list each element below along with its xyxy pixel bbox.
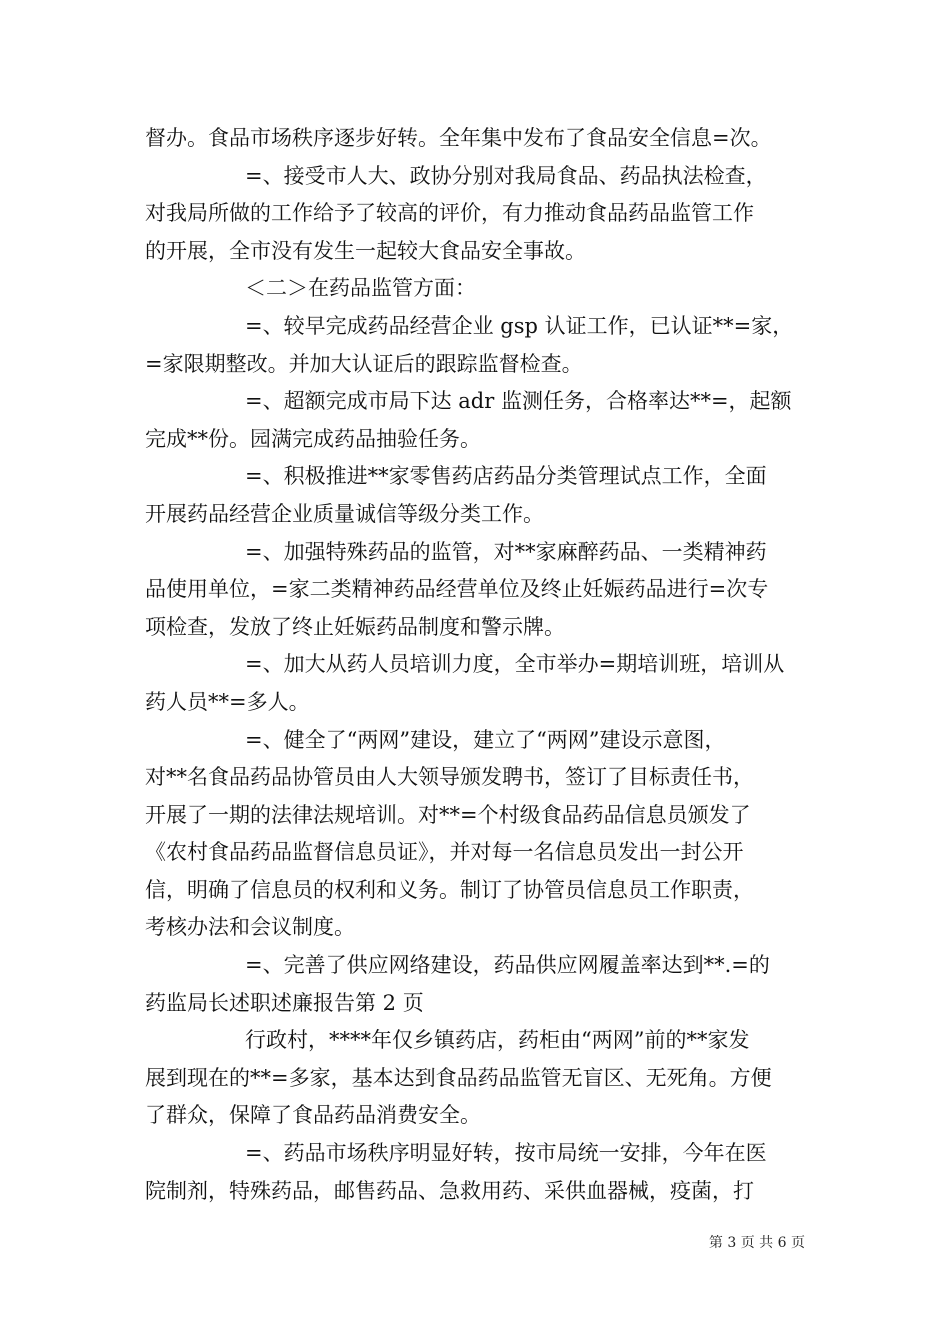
text-line: =、超额完成市局下达 adr 监测任务，合格率达**=，起额 <box>245 389 792 414</box>
text-line: =、较早完成药品经营企业 gsp 认证工作，已认证**=家， <box>245 313 794 338</box>
text-line: 的开展，全市没有发生一起较大食品安全事故。 <box>145 238 586 263</box>
text-line: =、药品市场秩序明显好转，按市局统一安排，今年在医 <box>245 1141 767 1166</box>
text-line: 信，明确了信息员的权利和义务。制订了协管员信息员工作职责， <box>145 877 754 902</box>
text-line: ＜二＞在药品监管方面： <box>245 276 476 301</box>
text-line: 行政村，****年仅乡镇药店，药柜由“两网”前的**家发 <box>245 1028 750 1053</box>
text-line: 院制剂，特殊药品，邮售药品、急救用药、采供血器械，疫菌，打 <box>145 1178 754 1203</box>
text-line: 展到现在的**=多家，基本达到食品药品监管无盲区、无死角。方便 <box>145 1065 772 1090</box>
text-line: =、完善了供应网络建设，药品供应网履盖率达到**.=的 <box>245 953 770 978</box>
document-body <box>145 120 815 1210</box>
text-line: 完成**份。园满完成药品抽验任务。 <box>145 426 481 451</box>
text-line: =、积极推进**家零售药店药品分类管理试点工作，全面 <box>245 464 767 489</box>
text-line: 了群众，保障了食品药品消费安全。 <box>145 1103 481 1128</box>
text-line: =、接受市人大、政协分别对我局食品、药品执法检查， <box>245 163 767 188</box>
text-line: =、加大从药人员培训力度，全市举办=期培训班，培训从 <box>245 652 785 677</box>
text-line: 对**名食品药品协管员由人大领导颁发聘书，签订了目标责任书， <box>145 765 754 790</box>
text-line: 项检查，发放了终止妊娠药品制度和警示牌。 <box>145 614 565 639</box>
text-line: 药人员**=多人。 <box>145 689 310 714</box>
text-line: 对我局所做的工作给予了较高的评价，有力推动食品药品监管工作 <box>145 201 754 226</box>
text-line: 开展药品经营企业质量诚信等级分类工作。 <box>145 501 544 526</box>
text-line: 督办。食品市场秩序逐步好转。全年集中发布了食品安全信息=次。 <box>145 126 772 150</box>
text-line: =家限期整改。并加大认证后的跟踪监督检查。 <box>145 351 583 376</box>
text-line: 考核办法和会议制度。 <box>145 915 355 940</box>
text-line: 药监局长述职述廉报告第 2 页 <box>145 990 424 1015</box>
text-line: =、加强特殊药品的监管，对**家麻醉药品、一类精神药 <box>245 539 767 564</box>
text-line: 《农村食品药品监督信息员证》，并对每一名信息员发出一封公开 <box>145 840 744 865</box>
text-line: 品使用单位，=家二类精神药品经营单位及终止妊娠药品进行=次专 <box>145 577 769 602</box>
page-number-footer: 第 3 页 共 6 页 <box>708 1235 805 1251</box>
text-line: =、健全了“两网”建设，建立了“两网”建设示意图， <box>245 727 726 752</box>
text-line: 开展了一期的法律法规培训。对**=个村级食品药品信息员颁发了 <box>145 802 751 827</box>
